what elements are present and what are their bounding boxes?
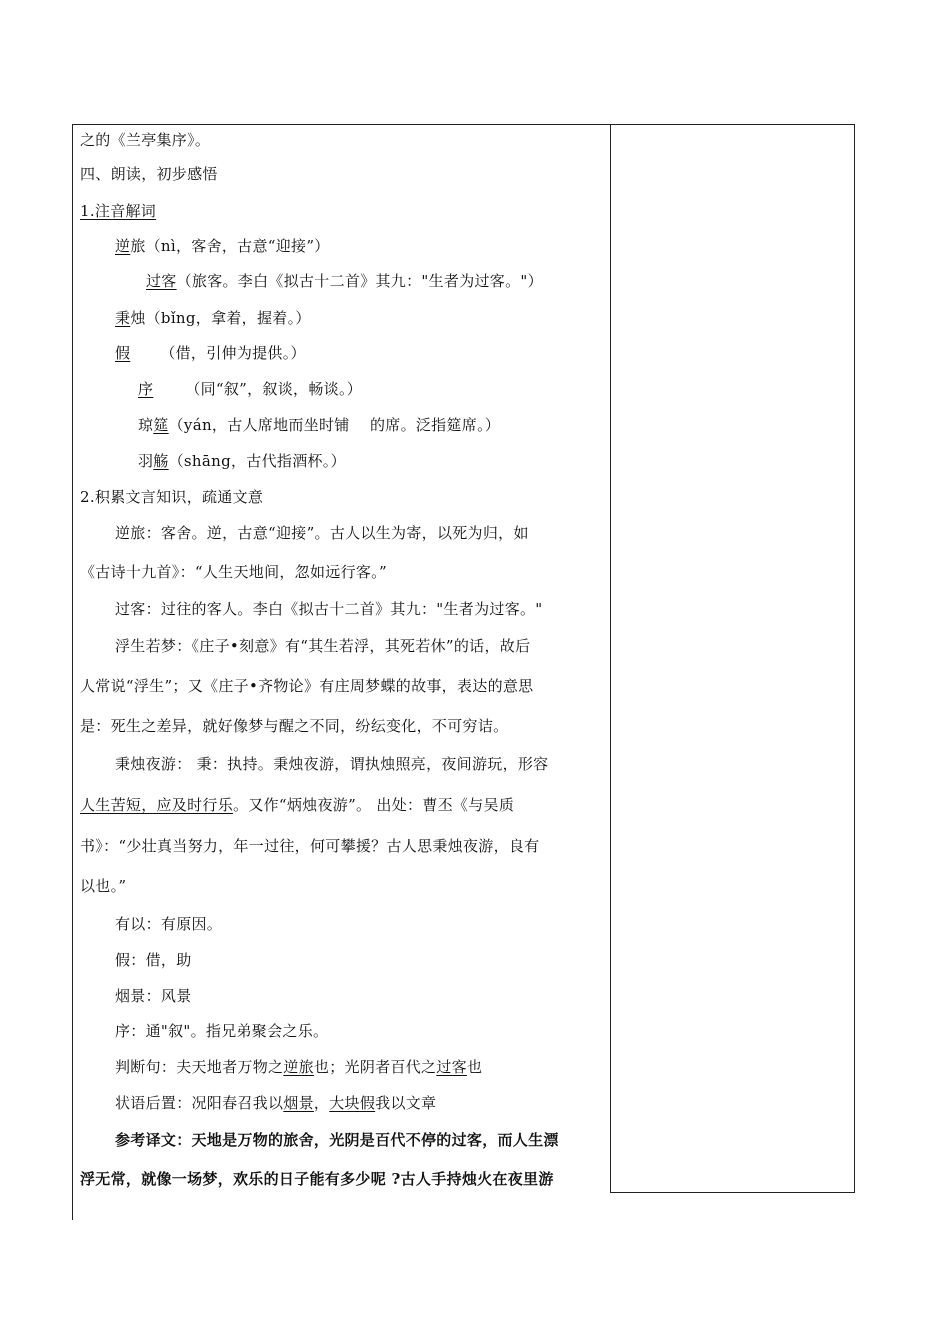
- vocab-line: 琼筵（yán，古人席地而坐时铺 的席。泛指筵席。）: [138, 416, 501, 434]
- subsection-heading: 2.积累文言知识，疏通文意: [80, 488, 264, 506]
- text-line: 人常说“浮生”；又《庄子•齐物论》有庄周梦蝶的故事，表达的意思: [80, 677, 534, 695]
- vocab-line: 过客（旅客。李白《拟古十二首》其九："生者为过客。"）: [146, 272, 543, 290]
- text-line: 人生苦短，应及时行乐。又作“炳烛夜游”。 出处：曹丕《与吴质: [80, 796, 515, 814]
- text-line: 秉烛夜游： 秉：执持。秉烛夜游，谓执烛照亮，夜间游玩，形容: [115, 755, 549, 773]
- vocab-term: 逆: [115, 237, 131, 255]
- underlined-phrase: 大块假: [329, 1094, 376, 1112]
- text-line: 状语后置：况阳春召我以烟景，大块假我以文章: [115, 1094, 437, 1112]
- vocab-term: 筵: [153, 416, 169, 434]
- vocab-term: 序: [138, 380, 154, 398]
- translation-line: 参考译文：天地是万物的旅舍，光阴是百代不停的过客，而人生漂: [115, 1131, 559, 1149]
- underlined-phrase: 烟景: [283, 1094, 314, 1112]
- text-line: 《古诗十九首》：“人生天地间，忽如远行客。”: [80, 563, 387, 581]
- underlined-phrase: 人生苦短，应及时行乐: [80, 796, 234, 814]
- table-left-border: [72, 124, 73, 1220]
- text-line: 逆旅：客舍。逆，古意“迎接”。古人以生为寄，以死为归，如: [115, 524, 529, 542]
- table-right-cell-bottom-border: [610, 1192, 855, 1193]
- text-line: 浮生若梦：《庄子•刻意》有“其生若浮，其死若休”的话，故后: [115, 637, 531, 655]
- table-right-border: [854, 124, 855, 1193]
- underlined-phrase: 逆旅: [283, 1058, 314, 1076]
- subsection-heading: 1.注音解词: [80, 202, 157, 220]
- text-line: 过客：过往的客人。李白《拟古十二首》其九："生者为过客。": [115, 600, 543, 618]
- section-heading: 四、朗读，初步感悟: [80, 165, 218, 183]
- vocab-line: 序 （同“叙”，叙谈，畅谈。）: [138, 380, 363, 398]
- text-line: 假：借，助: [115, 951, 192, 969]
- vocab-term: 过客: [146, 272, 177, 290]
- text-line: 之的《兰亭集序》。: [80, 131, 211, 149]
- text-line: 烟景：风景: [115, 987, 192, 1005]
- vocab-term: 假: [115, 344, 131, 362]
- vocab-term: 秉: [115, 309, 131, 327]
- text-line: 是：死生之差异，就好像梦与醒之不同，纷纭变化，不可穷诘。: [80, 717, 509, 735]
- notes-column: [611, 125, 854, 1192]
- vocab-term: 觞: [153, 452, 169, 470]
- vocab-line: 假 （借，引伸为提供。）: [115, 344, 306, 362]
- vocab-line: 逆旅（nì，客舍，古意“迎接”）: [115, 237, 330, 255]
- vocab-line: 羽觞（shāng，古代指酒杯。）: [138, 452, 346, 470]
- text-line: 以也。”: [80, 877, 127, 895]
- text-line: 判断句：夫天地者万物之逆旅也；光阴者百代之过客也: [115, 1058, 483, 1076]
- text-line: 有以：有原因。: [115, 915, 223, 933]
- underlined-phrase: 过客: [436, 1058, 467, 1076]
- translation-line: 浮无常，就像一场梦，欢乐的日子能有多少呢 ?古人手持烛火在夜里游: [80, 1170, 554, 1188]
- text-line: 序：通"叙"。指兄弟聚会之乐。: [115, 1022, 329, 1040]
- vocab-line: 秉烛（bǐng，拿着，握着。）: [115, 309, 311, 327]
- text-line: 书》：“少壮真当努力，年一过往，何可攀援？古人思秉烛夜游，良有: [80, 837, 540, 855]
